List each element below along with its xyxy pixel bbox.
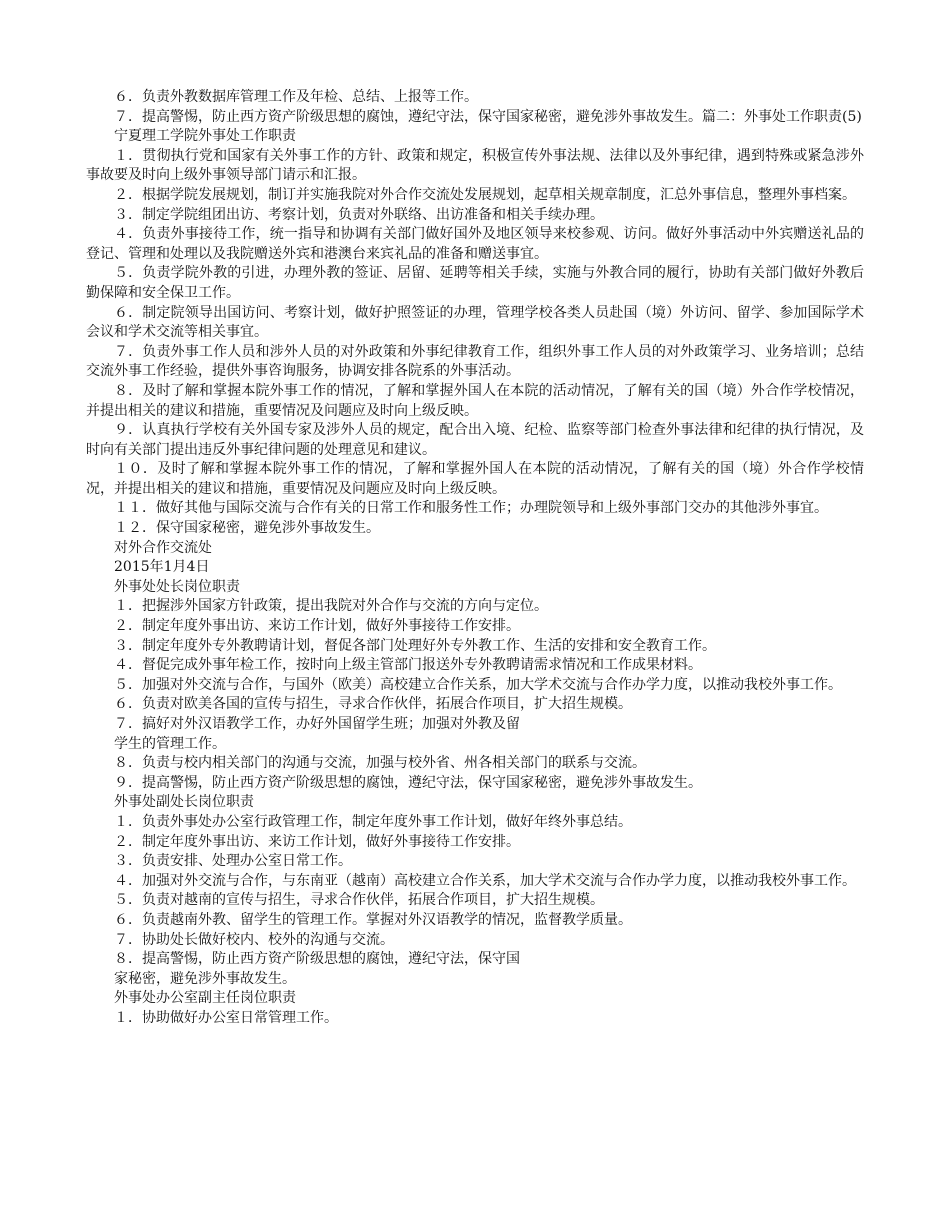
- section-heading: 外事处副处长岗位职责: [114, 794, 254, 811]
- paragraph: ７．负责外事工作人员和涉外人员的对外政策和外事纪律教育工作，组织外事工作人员的对外政策学习、业务培训；总结交流外事工作经验，提供外事咨询服务，协调安排各院系的外事活动。: [86, 343, 864, 380]
- paragraph: ９．认真执行学校有关外国专家及涉外人员的规定，配合出入境、纪检、监察等部门检查外事法律和纪律的执行情况，及时向有关部门提出违反外事纪律问题的处理意见和建议。: [86, 422, 864, 458]
- paragraph: ４．负责外事接待工作，统一指导和协调有关部门做好国外及地区领导来校参观、访问。做好外事活动中外宾赠送礼品的登记、管理和处理以及我院赠送外宾和港澳台来宾礼品的准备和赠送事宜。: [86, 226, 864, 262]
- paragraph: ８．负责与校内相关部门的沟通与交流，加强与校外省、州各相关部门的联系与交流。: [114, 755, 646, 772]
- paragraph: ５．负责学院外教的引进，办理外教的签证、居留、延聘等相关手续，实施与外教合同的履行，协助有关部门做好外教后勤保障和安全保卫工作。: [86, 265, 864, 301]
- paragraph: ８．及时了解和掌握本院外事工作的情况，了解和掌握外国人在本院的活动情况，了解有关的国（境）外合作学校情况，并提出相关的建议和措施，重要情况及问题应及时向上级反映。: [86, 382, 864, 419]
- paragraph: ３．制定学院组团出访、考察计划，负责对外联络、出访准备和相关手续办理。: [114, 206, 604, 223]
- paragraph: １．负责外事处办公室行政管理工作，制定年度外事工作计划，做好年终外事总结。: [114, 813, 632, 830]
- section-heading: 外事处处长岗位职责: [114, 578, 240, 595]
- paragraph: 学生的管理工作。: [114, 735, 226, 752]
- paragraph: ７．协助处长做好校内、校外的沟通与交流。: [114, 931, 394, 948]
- paragraph: ５．负责对越南的宣传与招生，寻求合作伙伴，拓展合作项目，扩大招生规模。: [114, 892, 604, 909]
- paragraph: ５．加强对外交流与合作，与国外（欧美）高校建立合作关系，加大学术交流与合作办学力度，以推动我校外事工作。: [114, 676, 842, 693]
- paragraph: ７．提高警惕，防止西方资产阶级思想的腐蚀，遵纪守法，保守国家秘密，避免涉外事故发生。篇二：外事处工作职责(5): [114, 108, 862, 125]
- paragraph: ２．制定年度外事出访、来访工作计划，做好外事接待工作安排。: [114, 833, 520, 850]
- signature-department: 对外合作交流处: [114, 539, 212, 556]
- paragraph: ４．加强对外交流与合作，与东南亚（越南）高校建立合作关系，加大学术交流与合作办学力度，以推动我校外事工作。: [114, 872, 856, 889]
- paragraph: １．协助做好办公室日常管理工作。: [114, 1009, 338, 1026]
- paragraph: ３．制定年度外专外教聘请计划，督促各部门处理好外专外教工作、生活的安排和安全教育工作。: [114, 637, 716, 654]
- paragraph: １１．做好其他与国际交流与合作有关的日常工作和服务性工作；办理院领导和上级外事部门交办的其他涉外事宜。: [114, 500, 828, 517]
- paragraph: ６．制定院领导出国访问、考察计划，做好护照签证的办理，管理学校各类人员赴国（境）外访问、留学、参加国际学术会议和学术交流等相关事宜。: [86, 304, 864, 341]
- paragraph: ６．负责对欧美各国的宣传与招生，寻求合作伙伴，拓展合作项目，扩大招生规模。: [114, 696, 632, 713]
- paragraph: ９．提高警惕，防止西方资产阶级思想的腐蚀，遵纪守法，保守国家秘密，避免涉外事故发生。: [114, 774, 702, 791]
- paragraph: １０．及时了解和掌握本院外事工作的情况，了解和掌握外国人在本院的活动情况，了解有关的国（境）外合作学校情况，并提出相关的建议和措施，重要情况及问题应及时向上级反映。: [86, 461, 864, 497]
- paragraph: ２．根据学院发展规划，制订并实施我院对外合作交流处发展规划，起草相关规章制度，汇总外事信息，整理外事档案。: [114, 186, 856, 203]
- paragraph: ６．负责外教数据库管理工作及年检、总结、上报等工作。: [114, 89, 478, 105]
- section-heading: 宁夏理工学院外事处工作职责: [114, 128, 296, 145]
- paragraph: ２．制定年度外事出访、来访工作计划，做好外事接待工作安排。: [114, 618, 520, 635]
- paragraph: １．贯彻执行党和国家有关外事工作的方针、政策和规定，积极宣传外事法规、法律以及外事纪律，遇到特殊或紧急涉外事故要及时向上级外事领导部门请示和汇报。: [86, 147, 864, 184]
- paragraph: ６．负责越南外教、留学生的管理工作。掌握对外汉语教学的情况，监督教学质量。: [114, 911, 632, 928]
- signature-date: 2015年1月4日: [114, 559, 210, 576]
- paragraph: ４．督促完成外事年检工作，按时向上级主管部门报送外专外教聘请需求情况和工作成果材料。: [114, 657, 702, 674]
- paragraph: ３．负责安排、处理办公室日常工作。: [114, 853, 352, 870]
- paragraph: １．把握涉外国家方针政策，提出我院对外合作与交流的方向与定位。: [114, 598, 548, 615]
- paragraph: １２．保守国家秘密，避免涉外事故发生。: [114, 520, 380, 537]
- paragraph: ７．搞好对外汉语教学工作，办好外国留学生班；加强对外教及留: [114, 716, 520, 732]
- paragraph: 家秘密，避免涉外事故发生。: [114, 970, 296, 987]
- paragraph: ８．提高警惕，防止西方资产阶级思想的腐蚀，遵纪守法，保守国: [114, 951, 520, 968]
- section-heading: 外事处办公室副主任岗位职责: [114, 990, 296, 1007]
